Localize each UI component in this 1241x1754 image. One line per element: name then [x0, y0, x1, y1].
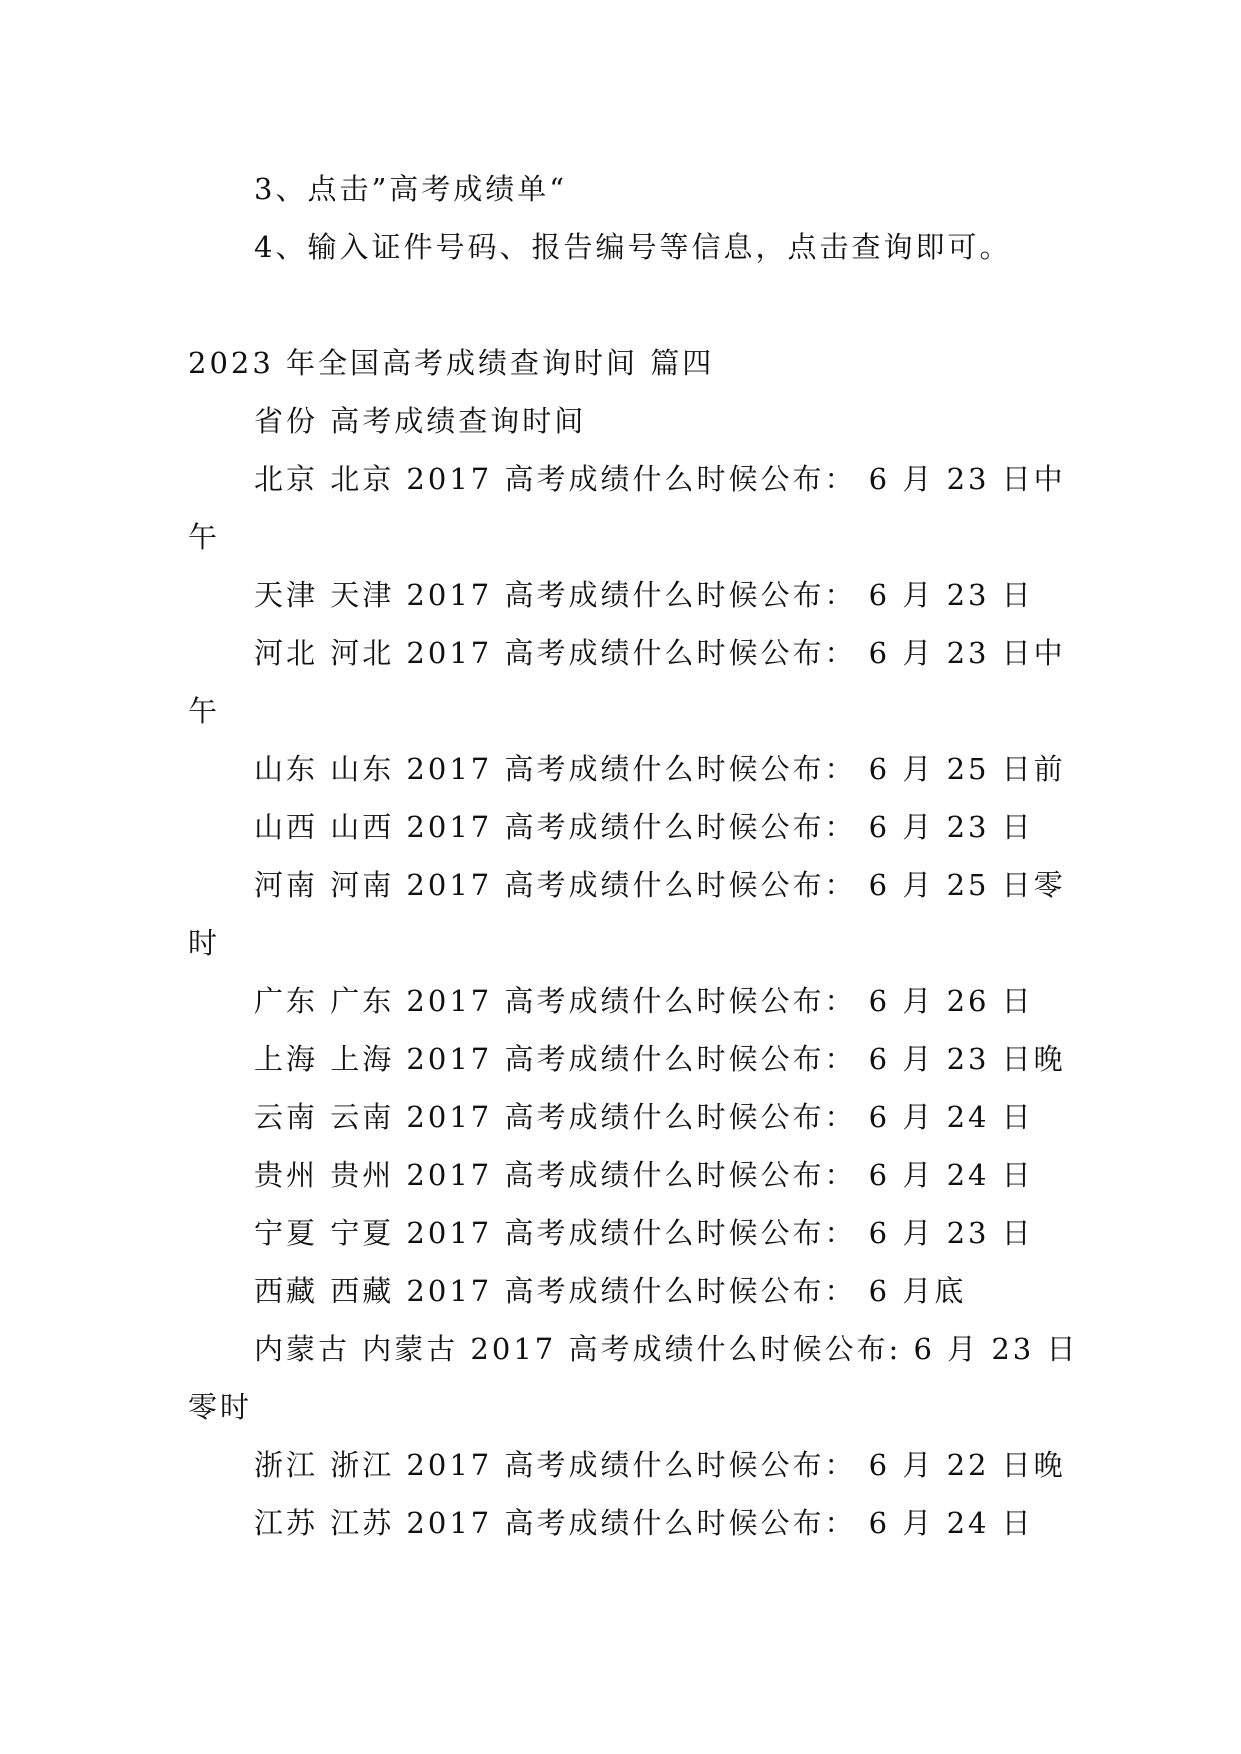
- province-row-ningxia: 宁夏 宁夏 2017 高考成绩什么时候公布： 6 月 23 日: [254, 1216, 1034, 1250]
- province-row-henan-continued: 时: [188, 926, 221, 960]
- province-row-guizhou: 贵州 贵州 2017 高考成绩什么时候公布： 6 月 24 日: [254, 1158, 1034, 1192]
- province-row-beijing-continued: 午: [188, 520, 221, 554]
- province-row-shanxi: 山西 山西 2017 高考成绩什么时候公布： 6 月 23 日: [254, 810, 1034, 844]
- province-row-tianjin: 天津 天津 2017 高考成绩什么时候公布： 6 月 23 日: [254, 578, 1034, 612]
- province-row-yunnan: 云南 云南 2017 高考成绩什么时候公布： 6 月 24 日: [254, 1100, 1034, 1134]
- document-body: [188, 160, 1079, 1552]
- province-row-hebei-continued: 午: [188, 694, 221, 728]
- province-row-neimenggu-continued: 零时: [188, 1390, 253, 1424]
- province-row-guangdong: 广东 广东 2017 高考成绩什么时候公布： 6 月 26 日: [254, 984, 1034, 1018]
- province-row-xizang: 西藏 西藏 2017 高考成绩什么时候公布： 6 月底: [254, 1274, 967, 1308]
- province-row-henan: 河南 河南 2017 高考成绩什么时候公布： 6 月 25 日零: [254, 868, 1066, 902]
- step-3: 3、点击”高考成绩单“: [254, 172, 568, 206]
- table-header: 省份 高考成绩查询时间: [254, 404, 587, 438]
- province-row-neimenggu: 内蒙古 内蒙古 2017 高考成绩什么时候公布: 6 月 23 日: [254, 1332, 1079, 1366]
- province-row-jiangsu: 江苏 江苏 2017 高考成绩什么时候公布： 6 月 24 日: [254, 1506, 1034, 1540]
- province-row-shanghai: 上海 上海 2017 高考成绩什么时候公布： 6 月 23 日晚: [254, 1042, 1066, 1076]
- step-4: 4、输入证件号码、报告编号等信息，点击查询即可。: [254, 230, 1012, 264]
- province-row-hebei: 河北 河北 2017 高考成绩什么时候公布： 6 月 23 日中: [254, 636, 1066, 670]
- paragraph-gap: [188, 276, 1048, 334]
- province-row-beijing: 北京 北京 2017 高考成绩什么时候公布： 6 月 23 日中: [254, 462, 1066, 496]
- section-title: 2023 年全国高考成绩查询时间 篇四: [188, 346, 715, 380]
- province-row-zhejiang: 浙江 浙江 2017 高考成绩什么时候公布： 6 月 22 日晚: [254, 1448, 1066, 1482]
- province-row-shandong: 山东 山东 2017 高考成绩什么时候公布： 6 月 25 日前: [254, 752, 1066, 786]
